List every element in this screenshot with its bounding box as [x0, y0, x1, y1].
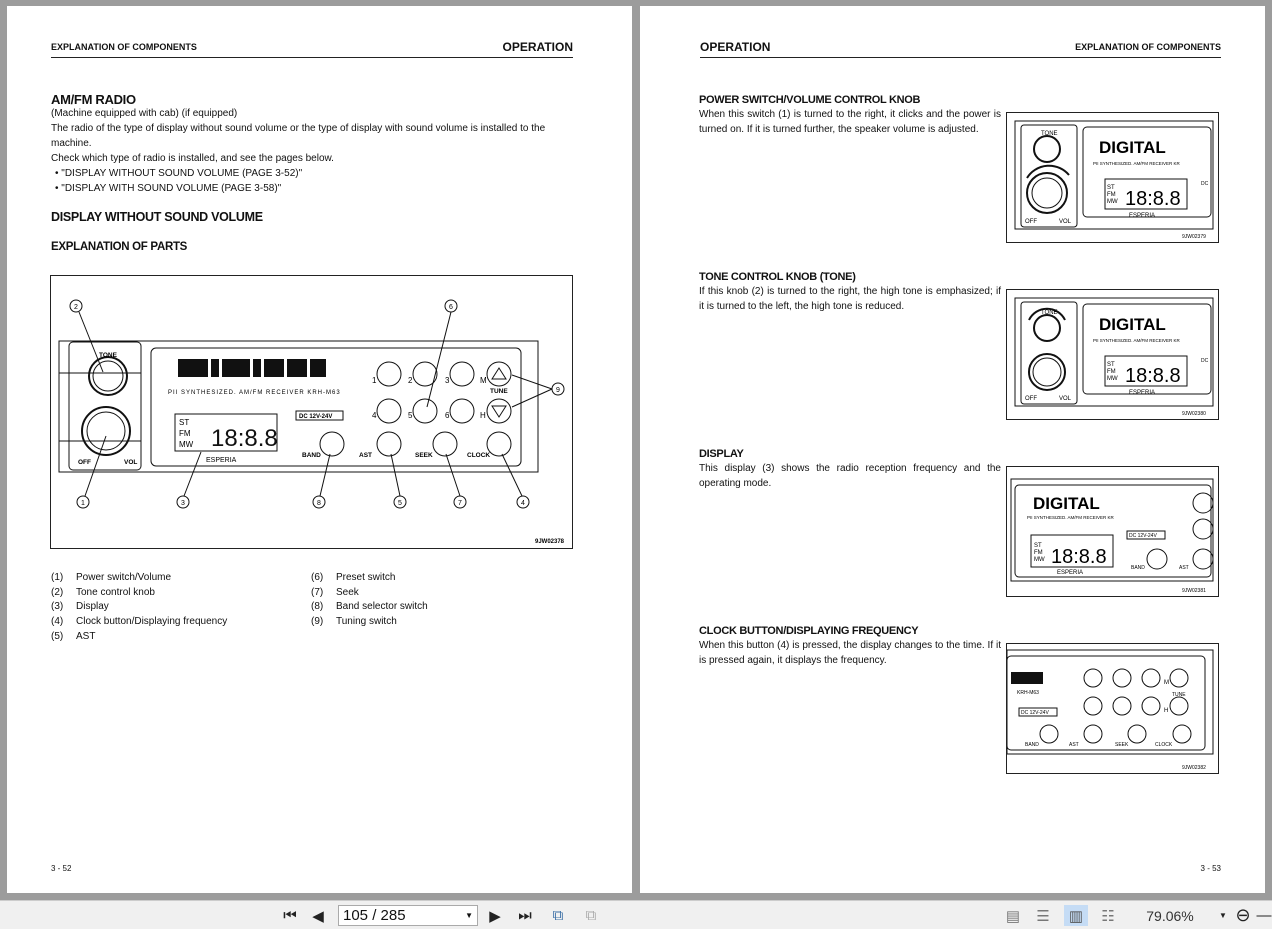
- section-title: DISPLAY: [699, 448, 744, 460]
- section-title: AM/FM RADIO: [51, 92, 136, 107]
- diagram-label: BAND: [1131, 565, 1145, 571]
- callout-9: 9: [556, 387, 560, 394]
- viewer-toolbar: [0, 900, 1272, 929]
- diagram-label: DC 12V-24V: [1021, 710, 1049, 716]
- diagram-label: TUNE: [1172, 692, 1186, 698]
- diagram-label: 18:8.8: [1125, 188, 1181, 210]
- diagram-label: MW: [1107, 376, 1118, 382]
- continuous-facing-icon[interactable]: ☷: [1101, 907, 1115, 925]
- label-mw: MW: [179, 440, 194, 449]
- label-preset-3: 3: [445, 376, 450, 385]
- bullet: • "DISPLAY WITH SOUND VOLUME (PAGE 3-58)": [55, 183, 282, 194]
- callout-8: 8: [317, 500, 321, 507]
- section-title: POWER SWITCH/VOLUME CONTROL KNOB: [699, 94, 921, 106]
- section-text: When this switch (1) is turned to the right, it clicks and the power is turned on. If it is turned further, the speaker volume is adjusted.: [699, 109, 1001, 135]
- diagram-label: DC 12V-24V: [1129, 533, 1157, 539]
- diagram-label: OFF: [1025, 396, 1037, 402]
- section-text: When this button (4) is pressed, the display changes to the time. If it is pressed again, it displays the frequency.: [699, 640, 1001, 666]
- diagram-label: KRH-M63: [1017, 690, 1039, 696]
- legend-item: (8) Band selector switch: [311, 601, 428, 613]
- zoom-dropdown-icon[interactable]: ▼: [1219, 911, 1227, 920]
- label-preset-6: 6: [445, 411, 450, 420]
- diagram-label: AST: [1179, 565, 1189, 571]
- figure-code: 9JW02380: [1182, 411, 1206, 417]
- pdf-page-left: [7, 6, 632, 893]
- callout-2: 2: [74, 304, 78, 311]
- diagram-label: M: [1164, 680, 1169, 686]
- subsection-title: DISPLAY WITHOUT SOUND VOLUME: [51, 210, 263, 224]
- figure-code: 9JW02381: [1182, 588, 1206, 594]
- previous-view-icon[interactable]: ⧉: [552, 907, 564, 924]
- label-model: PII SYNTHESIZED. AM/FM RECEIVER KRH-M63: [168, 390, 341, 396]
- header-rule: [51, 57, 573, 58]
- bullet: • "DISPLAY WITHOUT SOUND VOLUME (PAGE 3-52)": [55, 168, 303, 179]
- legend-left: [51, 571, 301, 645]
- parts-title: EXPLANATION OF PARTS: [51, 241, 188, 253]
- diagram-label: TONE: [1041, 131, 1058, 137]
- running-header-right: EXPLANATION OF COMPONENTS: [1075, 42, 1221, 52]
- paragraph: The radio of the type of display without sound volume or the type of display with sound volume is installed to the machine.: [51, 123, 546, 149]
- diagram-label: CLOCK: [1155, 742, 1173, 748]
- last-page-icon[interactable]: ⏭: [518, 907, 532, 924]
- label-tune: TUNE: [490, 388, 508, 395]
- figure-code: 9JW02378: [535, 539, 565, 545]
- label-h: H: [480, 411, 486, 420]
- diagram-label: ST: [1034, 543, 1042, 549]
- legend-item: (9) Tuning switch: [311, 616, 397, 628]
- diagram-label: AST: [1069, 742, 1079, 748]
- section-text: If this knob (2) is turned to the right, the high tone is emphasized; if it is turned to the left, the high tone is reduced.: [699, 286, 1001, 312]
- label-fm: FM: [179, 429, 191, 438]
- diagram-label: 18:8.8: [1125, 365, 1181, 387]
- diagram-label: VOL: [1059, 219, 1072, 225]
- diagram-label: PII SYNTHESIZED. AM/FM RECEIVER KR: [1093, 161, 1180, 166]
- zoom-level[interactable]: 79.06%: [1146, 907, 1194, 924]
- running-header-right: OPERATION: [502, 40, 573, 54]
- label-preset-2: 2: [408, 376, 413, 385]
- tone-knob-diagram: [1007, 290, 1218, 419]
- diagram-label: ESPERIA: [1129, 390, 1156, 396]
- link-page-3-52[interactable]: "DISPLAY WITHOUT SOUND VOLUME (PAGE 3-52)": [61, 168, 303, 179]
- clock-button-diagram: [1007, 644, 1218, 773]
- running-header-left: EXPLANATION OF COMPONENTS: [51, 42, 197, 52]
- diagram-label: TONE: [1041, 310, 1058, 316]
- diagram-label: ST: [1107, 185, 1115, 191]
- diagram-label: H: [1164, 708, 1169, 714]
- diagram-label: DIGITAL: [1099, 138, 1166, 157]
- legend-item: (1) Power switch/Volume: [51, 572, 172, 583]
- callout-7: 7: [458, 500, 462, 507]
- diagram-label: FM: [1107, 192, 1116, 198]
- label-esperia: ESPERIA: [206, 457, 237, 464]
- diagram-label: VOL: [1059, 396, 1072, 402]
- diagram-label: PII SYNTHESIZED. AM/FM RECEIVER KR: [1093, 338, 1180, 343]
- link-page-3-58[interactable]: "DISPLAY WITH SOUND VOLUME (PAGE 3-58)": [61, 183, 282, 194]
- intro-text: [51, 106, 576, 196]
- diagram-label: 18:8.8: [1051, 546, 1107, 568]
- figure-display: [1006, 466, 1219, 597]
- display-diagram: [1007, 467, 1218, 596]
- diagram-label: PII SYNTHESIZED. AM/FM RECEIVER KR: [1027, 515, 1114, 520]
- section-title: CLOCK BUTTON/DISPLAYING FREQUENCY: [699, 625, 919, 637]
- label-tone: TONE: [99, 352, 117, 359]
- label-dc: DC 12V-24V: [299, 414, 333, 420]
- paragraph: (Machine equipped with cab) (if equipped): [51, 108, 238, 119]
- figure-code: 9JW02382: [1182, 765, 1206, 771]
- legend-item: (2) Tone control knob: [51, 586, 155, 598]
- radio-diagram: [51, 276, 572, 548]
- page-number: 3 - 52: [51, 864, 72, 873]
- legend-item: (7) Seek: [311, 586, 359, 598]
- legend-item: (6) Preset switch: [311, 572, 396, 583]
- diagram-label: SEEK: [1115, 742, 1129, 748]
- callout-6: 6: [449, 304, 453, 311]
- section-title: TONE CONTROL KNOB (TONE): [699, 271, 856, 283]
- label-band: BAND: [302, 452, 321, 459]
- callout-3: 3: [181, 500, 185, 507]
- label-preset-1: 1: [372, 376, 377, 385]
- diagram-label: ESPERIA: [1057, 570, 1084, 576]
- first-page-icon[interactable]: ⏮: [283, 907, 297, 924]
- next-view-icon[interactable]: ⧉: [585, 907, 597, 924]
- paragraph: Check which type of radio is installed, and see the pages below.: [51, 153, 334, 164]
- callout-1: 1: [81, 500, 85, 507]
- legend-item: (4) Clock button/Displaying frequency: [51, 616, 228, 628]
- diagram-label: FM: [1034, 550, 1043, 556]
- header-rule: [700, 57, 1221, 58]
- running-header-left: OPERATION: [700, 40, 771, 54]
- section-text: This display (3) shows the radio reception frequency and the operating mode.: [699, 463, 1001, 489]
- diagram-label: ST: [1107, 362, 1115, 368]
- page-number-input[interactable]: 105 / 285 ▼: [338, 905, 478, 926]
- callout-5: 5: [398, 500, 402, 507]
- label-m: M: [480, 376, 487, 385]
- legend-item: (5) AST: [51, 630, 96, 642]
- facing-pages-icon[interactable]: ▥: [1064, 905, 1088, 926]
- label-ast: AST: [359, 452, 372, 459]
- zoom-slider[interactable]: —: [1256, 907, 1272, 924]
- previous-page-icon[interactable]: ◀: [312, 907, 324, 925]
- diagram-label: BAND: [1025, 742, 1039, 748]
- diagram-label: DIGITAL: [1099, 315, 1166, 334]
- pdf-page-right: [640, 6, 1265, 893]
- diagram-label: OFF: [1025, 219, 1037, 225]
- figure-code: 9JW02379: [1182, 234, 1206, 240]
- power-switch-diagram: [1007, 113, 1218, 242]
- continuous-icon[interactable]: ☰: [1036, 907, 1050, 925]
- label-st: ST: [179, 418, 190, 427]
- page-number: 3 - 53: [1200, 864, 1221, 873]
- figure-power-switch: [1006, 112, 1219, 243]
- radio-figure: [50, 275, 573, 549]
- next-page-icon[interactable]: ▶: [489, 907, 501, 925]
- label-seek: SEEK: [415, 452, 433, 459]
- diagram-label: MW: [1034, 557, 1045, 563]
- diagram-label: ESPERIA: [1129, 213, 1156, 219]
- diagram-label: FM: [1107, 369, 1116, 375]
- legend-right: [311, 571, 561, 630]
- label-off: OFF: [78, 459, 91, 466]
- diagram-label: DC: [1201, 358, 1209, 364]
- callout-4: 4: [521, 500, 525, 507]
- label-preset-5: 5: [408, 411, 413, 420]
- label-preset-4: 4: [372, 411, 377, 420]
- diagram-label: DC: [1201, 181, 1209, 187]
- lcd-digits: 18:8.8: [211, 425, 278, 452]
- label-clock: CLOCK: [467, 452, 491, 459]
- figure-tone-knob: [1006, 289, 1219, 420]
- zoom-out-icon[interactable]: ⊖: [1235, 905, 1251, 925]
- chevron-down-icon[interactable]: ▼: [465, 911, 473, 920]
- legend-item: (3) Display: [51, 601, 109, 613]
- figure-clock-button: [1006, 643, 1219, 774]
- label-vol: VOL: [124, 459, 138, 466]
- diagram-label: MW: [1107, 199, 1118, 205]
- single-page-icon[interactable]: ▤: [1005, 907, 1021, 925]
- diagram-label: DIGITAL: [1033, 494, 1100, 513]
